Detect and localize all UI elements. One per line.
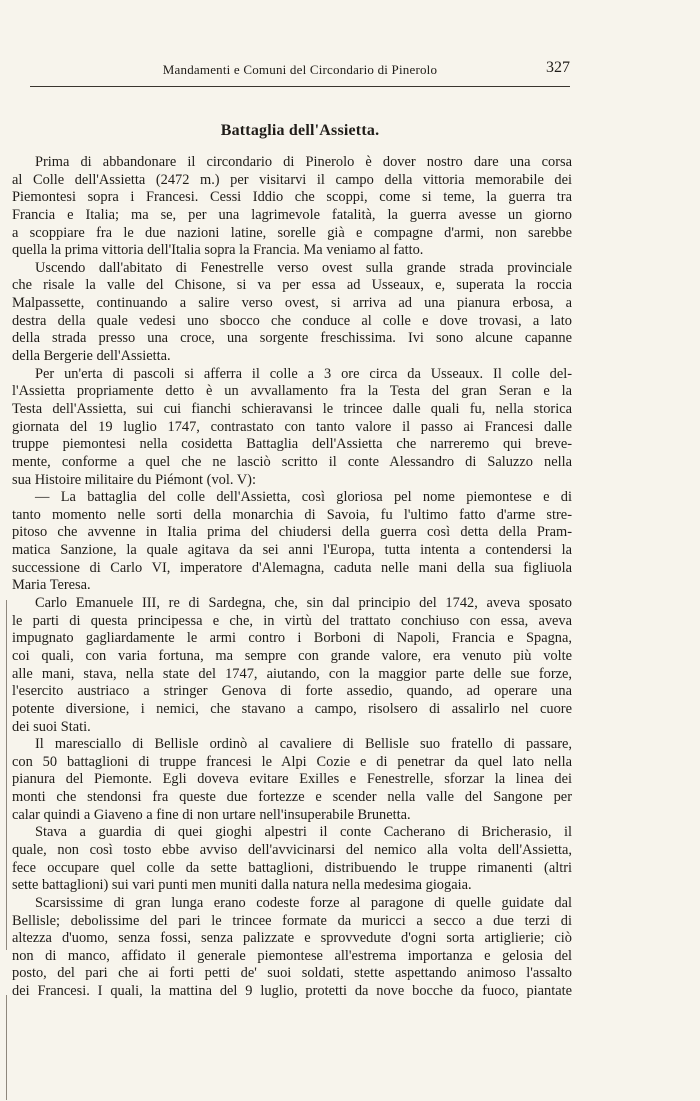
- text-line: Per un'erta di pascoli si afferra il colle a 3 ore circa da Usseaux. Il colle del-: [35, 365, 572, 382]
- text-line: potente diversione, i nemici, che stavano a campo, risolsero di assalirlo nel cuore: [12, 700, 572, 717]
- text-line: Piemontesi sopra i Francesi. Cessi Iddio che scoppi, come si teme, la guerra tra: [12, 189, 572, 206]
- text-line: Uscendo dall'abitato di Fenestrelle verso ovest sulla grande strada provinciale: [35, 259, 572, 276]
- text-line: sua Histoire militaire du Piémont (vol. V):: [12, 471, 256, 488]
- section-title: Battaglia dell'Assietta.: [220, 122, 380, 139]
- text-line: truppe piemontesi nella cosidetta Battaglia dell'Assietta che narreremo qui breve-: [12, 436, 572, 453]
- text-line: fece occupare quel colle da sette battaglioni, distribuendo le truppe rimanenti (altri: [12, 859, 572, 876]
- text-line: Testa dell'Assietta, sui cui fianchi schieravansi le trincee dalle quali fu, nella storica: [12, 400, 572, 417]
- text-line: Carlo Emanuele III, re di Sardegna, che, sin dal principio del 1742, aveva sposato: [35, 595, 572, 612]
- text-line: non di manco, affidato il generale piemontese all'estrema importanza e gelosia del: [12, 947, 572, 964]
- text-line: Stava a guardia di quei gioghi alpestri il conte Cacherano di Bricherasio, il: [35, 824, 572, 841]
- text-line: coi quali, con varia fortuna, ma sempre con grande valore, era venuto più volte: [12, 647, 572, 664]
- text-line: della strada presso una croce, una sorgente freschissima. Ivi sono alcune capanne: [12, 330, 572, 347]
- text-line: mente, conforme a quel che ne lasciò scritto il conte Alessandro di Saluzzo nella: [12, 453, 572, 470]
- text-line: pianura del Piemonte. Egli doveva evitare Exilles e Fenestrelle, sforzar la linea dei: [12, 771, 572, 788]
- text-line: impugnato gagliardamente le armi contro i Borboni di Napoli, Francia e Spagna,: [12, 630, 572, 647]
- text-line: l'Assietta propriamente detto è un avvallamento fra la Testa del gran Seran e la: [12, 383, 572, 400]
- text-line: successione di Carlo VI, imperatore d'Alemagna, caduta nelle mani della sua figliuola: [12, 559, 572, 576]
- text-line: destra della quale vedesi uno sbocco che conduce al colle e dove trovasi, a lato: [12, 312, 572, 329]
- text-line: pitoso che avvenne in Italia prima del chiudersi della guerra così detta della Pram-: [12, 524, 572, 541]
- text-line: Prima di abbandonare il circondario di Pinerolo è dover nostro dare una corsa: [35, 154, 572, 170]
- running-header: [30, 56, 570, 87]
- text-line: — La battaglia del colle dell'Assietta, così gloriosa pel nome piemontese e di: [35, 489, 572, 506]
- text-line: Maria Teresa.: [12, 577, 91, 594]
- body-text: [12, 154, 572, 1001]
- text-line: con 50 battaglioni di truppe francesi le Alpi Cozie e di penetrar da quel lato nella: [12, 753, 572, 770]
- text-line: sette battaglioni) sui vari punti men muniti dalla natura nella medesima giogaia.: [12, 877, 472, 894]
- text-line: della Bergerie dell'Assietta.: [12, 348, 171, 365]
- text-line: Francia e Italia; ma se, per una lagrimevole fatalità, la guerra avesse un giorno: [12, 206, 572, 223]
- text-line: che risale la valle del Chisone, si va per essa ad Usseaux, e, superata la roccia: [12, 277, 572, 294]
- text-line: matica Sanzione, la quale agitava da sei anni l'Europa, tutta intenta a contendersi la: [12, 542, 572, 559]
- text-line: monti che stendonsi fra queste due fortezze e scender nella valle del Sangone per: [12, 789, 572, 806]
- text-line: al Colle dell'Assietta (2472 m.) per visitarvi il campo della vittoria memorabile dei: [12, 171, 572, 188]
- text-line: posto, del pari che ai forti petti de' suoi soldati, stette aspettando animoso l'assalto: [12, 965, 572, 982]
- text-line: quale, non così tosto ebbe avviso dell'avvicinarsi del nemico alla volta dell'Assietta,: [12, 841, 572, 858]
- text-line: Scarsissime di gran lunga erano codeste forze al paragone di quelle guidate dal: [35, 894, 572, 911]
- text-line: alle mani, stava, nella state del 1747, aiutando, con la maggior parte delle sue forze,: [12, 665, 572, 682]
- text-line: Il maresciallo di Bellisle ordinò al cavaliere di Bellisle suo fratello di passare,: [35, 736, 572, 753]
- margin-mark: [6, 995, 7, 1100]
- text-line: calar quindi a Giaveno a fine di non urtare nell'insuperabile Brunetta.: [12, 806, 411, 823]
- text-line: l'esercito austriaco a stringer Genova di forte assedio, quando, ad operare una: [12, 683, 572, 700]
- text-line: dei Francesi. I quali, la mattina del 9 luglio, protetti da nove bocche da fuoco, piantate: [12, 983, 572, 1000]
- text-line: Bellisle; debolissime del pari le trincee formate da muricci a secco a due terzi di: [12, 912, 572, 929]
- text-line: dei suoi Stati.: [12, 718, 91, 735]
- text-line: altezza d'uomo, senza fossi, senza palizzate e sprovvedute d'ogni sorta artiglierie; ciò: [12, 930, 572, 947]
- page-number: 327: [546, 59, 570, 76]
- running-title: Mandamenti e Comuni del Circondario di Pinerolo: [162, 62, 438, 77]
- text-line: Malpassette, continuando a salire verso ovest, si arriva ad una pianura erbosa, a: [12, 295, 572, 312]
- margin-mark: [6, 600, 7, 950]
- text-line: a scoppiare fra le due nazioni latine, sorelle già e compagne d'armi, non sarebbe: [12, 224, 572, 241]
- text-line: quella la prima vittoria dell'Italia sopra la Francia. Ma veniamo al fatto.: [12, 242, 424, 259]
- text-line: giornata del 19 luglio 1747, contrastato con tanto valore il passo ai Francesi dalle: [12, 418, 572, 435]
- text-line: le parti di questa principessa e che, in virtù del trattato conchiuso con essa, aveva: [12, 612, 572, 629]
- text-line: tanto momento nelle sorti della monarchia di Savoia, fu l'ultimo fatto d'arme stre-: [12, 506, 572, 523]
